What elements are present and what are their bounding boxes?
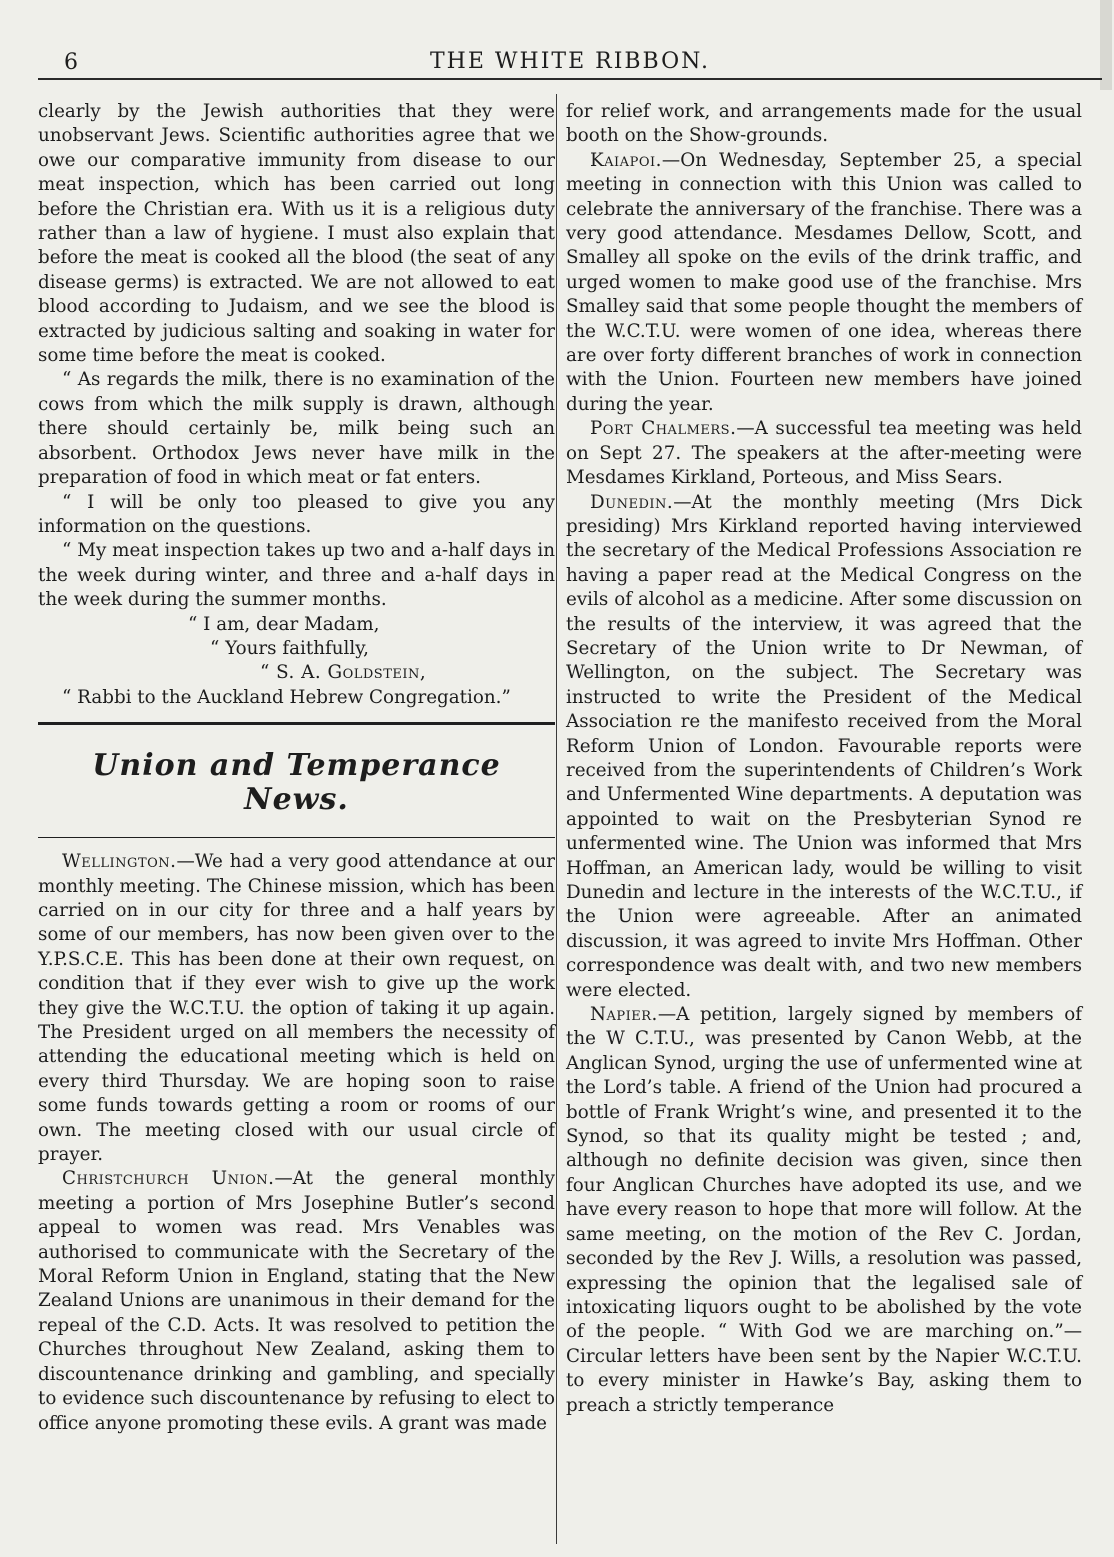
section-rule-top: [38, 722, 555, 725]
column-divider: [556, 94, 557, 1544]
wellington-label: Wellington.: [62, 851, 177, 873]
christchurch-label: Christchurch Union.: [62, 1168, 275, 1190]
wellington-item: [38, 850, 555, 1167]
christchurch-text: —At the general monthly meeting a portion of Mrs Josephine Butler’s second appeal to women was read. Mrs Venables was authorised to communicate with the Secretary of the Moral Reform Union in England, stating that the New Zealand Unions are unanimous in their demand for the repeal of the C.D. Acts. It was resolved to petition the Churches throughout New Zealand, asking them to discountenance drinking and gambling, and specially to evidence such discountenance by refusing to elect to office anyone promoting these evils. A grant was made: [38, 1168, 555, 1434]
letter-valediction: “ Yours faithfully,: [210, 637, 369, 659]
dunedin-text: —At the monthly meeting (Mrs Dick presiding) Mrs Kirkland reported having interviewed the secretary of the Medical Professions Association re having a paper read at the Medical Congress on the evils of alcohol as a medicine. After some discussion on the results of the interview, it was agreed that the Secretary of the Union write to Dr Newman, of Wellington, on the subject. The Secretary was instructed to write the President of the Medical Association re the manifesto received from the Moral Reform Union of London. Favourable reports were received from the superintendents of Children’s Work and Unfermented Wine departments. A deputation was appointed to wait on the Presbyterian Synod re unfermented wine. The Union was informed that Mrs Hoffman, an American lady, would be willing to visit Dunedin and lecture in the interests of the W.C.T.U., if the Union were agreeable. After an animated discussion, it was agreed to invite Mrs Hoffman. Other correspondence was dealt with, and two new members were elected.: [566, 491, 1082, 1001]
letter-closing: “ I am, dear Madam,: [188, 613, 380, 635]
wellington-text: —We had a very good attendance at our monthly meeting. The Chinese mission, which has been carried on in our city for three and a half years by some of our members, has now been given over to the Y.P.S.C.E. This has been done at their own request, on condition that if they ever wish to give up the work they give the W.C.T.U. the option of taking it up again. The President urged on all members the necessity of attending the educational meeting which is held on every third Thursday. We are hoping soon to raise some funds towards getting a room or rooms of our own. The meeting closed with our usual circle of prayer.: [38, 851, 555, 1166]
running-title: THE WHITE RIBBON.: [430, 49, 710, 74]
letter-signatory-title: “ Rabbi to the Auckland Hebrew Congregation.”: [62, 686, 511, 708]
dunedin-label: Dunedin.: [590, 491, 674, 513]
christchurch-continuation: for relief work, and arrangements made for the usual booth on the Show-grounds.: [566, 101, 1082, 147]
right-column: [566, 100, 1082, 1418]
page-number: 6: [64, 50, 78, 75]
kaiapoi-item: [566, 149, 1082, 417]
letter-paragraph-3: “ I will be only too pleased to give you any information on the questions.: [38, 491, 555, 537]
port-chalmers-item: [566, 417, 1082, 490]
letter-signature: “ S. A. Goldstein,: [260, 662, 427, 684]
napier-label: Napier.: [590, 1004, 658, 1026]
letter-paragraph-4: “ My meat inspection takes up two and a-half days in the week during winter, and three and a-half days in the week during the summer months.: [38, 540, 555, 611]
kaiapoi-label: Kaiapoi.: [590, 149, 662, 171]
port-chalmers-label: Port Chalmers.: [590, 418, 737, 440]
letter-paragraph-2: “ As regards the milk, there is no examination of the cows from which the milk supply is drawn, although there should certainly be, milk being such an absorbent. Orthodox Jews never have milk in the preparation of food in which meat or fat enters.: [38, 369, 555, 489]
left-column: [38, 100, 555, 1436]
dunedin-item: [566, 491, 1082, 1004]
christchurch-item: [38, 1167, 555, 1435]
port-chalmers-text: —A successful tea meeting was held on Sept 27. The speakers at the after-meeting were Mesdames Kirkland, Porteous, and Miss Sears.: [566, 418, 1082, 489]
page-header: [38, 42, 1102, 80]
section-title: Union and Temperance News.: [92, 748, 501, 818]
section-rule-bottom: [38, 837, 555, 838]
kaiapoi-text: —On Wednesday, September 25, a special meeting in connection with this Union was called to celebrate the anniversary of the franchise. There was a very good attendance. Mesdames Dellow, Scott, and Smalley all spoke on the evils of the drink traffic, and urged women to make good use of the franchise. Mrs Smalley said that some people thought the members of the W.C.T.U. were women of one idea, whereas there are over forty different branches of work in connection with the Union. Fourteen new members have joined during the year.: [566, 149, 1082, 415]
napier-text: —A petition, largely signed by members of the W C.T.U., was presented by Canon Webb, at the Anglican Synod, urging the use of unfermented wine at the Lord’s table. A friend of the Union had procured a bottle of Frank Wright’s wine, and presented it to the Synod, so that its quality might be tested ; and, although no definite decision was given, since then four Anglican Churches have adopted its use, and we have every reason to hope that more will follow. At the same meeting, on the motion of the Rev C. Jordan, seconded by the Rev J. Wills, a resolution was passed, expressing the opinion that the legalised sale of intoxicating liquors ought to be abolished by the vote of the people. “ With God we are marching on.”—Circular letters have been sent by the Napier W.C.T.U. to every minister in Hawke’s Bay, asking them to preach a strictly temperance: [566, 1004, 1082, 1416]
letter-paragraph-1: clearly by the Jewish authorities that they were unobservant Jews. Scientific authorities agree that we owe our comparative immunity from disease to our meat inspection, which has been carried out long before the Christian era. With us it is a religious duty rather than a law of hygiene. I must also explain that before the meat is cooked all the blood (the seat of any disease germs) is extracted. We are not allowed to eat blood according to Judaism, and we see the blood is extracted by judicious salting and soaking in water for some time before the meat is cooked.: [38, 101, 555, 367]
napier-item: [566, 1003, 1082, 1418]
